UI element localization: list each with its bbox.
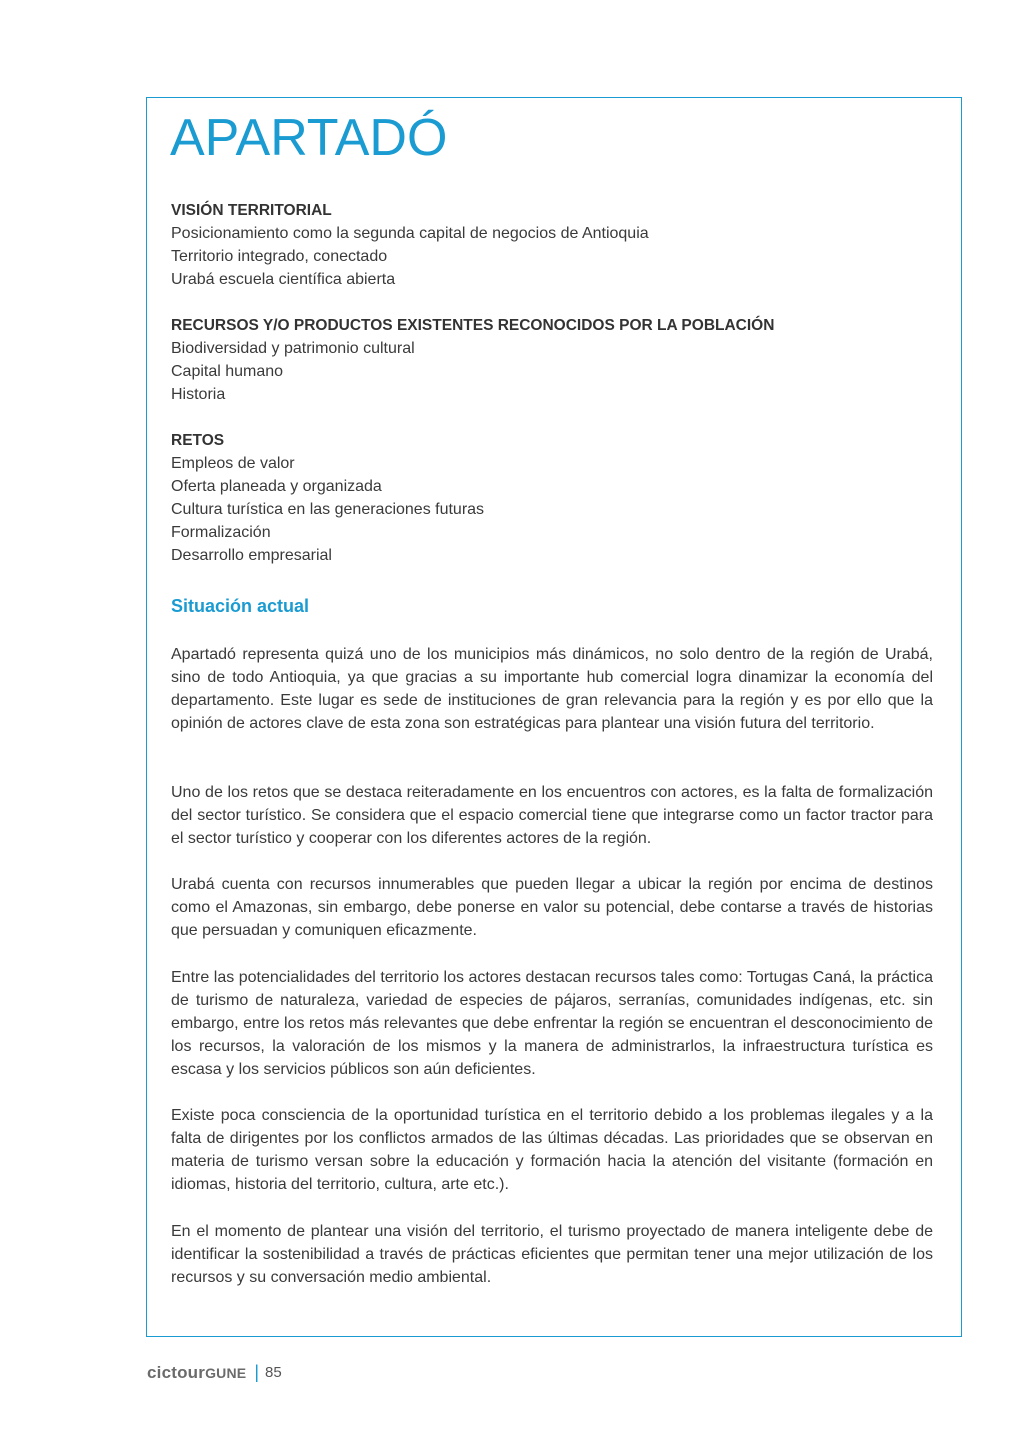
list-item: Historia bbox=[171, 386, 226, 403]
paragraph bbox=[171, 966, 933, 1081]
retos-section bbox=[171, 429, 933, 567]
list-item: Urabá escuela científica abierta bbox=[171, 271, 396, 288]
paragraph-text: Entre las potencialidades del territorio los actores destacan recursos tales como: Tortugas Caná, la práctica de turismo de naturaleza, variedad de especies de pájaros, serranías, comunidades indígenas, etc. sin embargo, entre los retos más relevantes que debe enfrentar la región se encuentran el desconocimiento de los recursos, la valoración de los mismos y la manera de administrarlos, la infraestructura turística es escasa y los servicios públicos son aún deficientes. bbox=[171, 969, 933, 1078]
situacion-heading: Situación actual bbox=[171, 596, 310, 616]
vision-section bbox=[171, 199, 933, 291]
retos-heading: RETOS bbox=[171, 432, 225, 449]
list-item: Posicionamiento como la segunda capital de negocios de Antioquia bbox=[171, 225, 649, 242]
page-footer bbox=[147, 1362, 282, 1383]
paragraph bbox=[171, 643, 933, 735]
vision-heading: VISIÓN TERRITORIAL bbox=[171, 202, 332, 219]
list-item: Desarrollo empresarial bbox=[171, 547, 332, 564]
paragraph-text: Apartadó representa quizá uno de los municipios más dinámicos, no solo dentro de la región de Urabá, sino de todo Antioquia, ya que gracias a su importante hub comercial logra dinamizar la economía del departamento. Este lugar es sede de instituciones de gran relevancia para la región y es por ello que la opinión de actores clave de esta zona son estratégicas para plantear una visión futura del territorio. bbox=[171, 646, 933, 732]
list-item: Formalización bbox=[171, 524, 271, 541]
list-item: Biodiversidad y patrimonio cultural bbox=[171, 340, 415, 357]
cictourgune-logo bbox=[147, 1363, 246, 1383]
paragraph-text: Urabá cuenta con recursos innumerables que pueden llegar a ubicar la región por encima de destinos como el Amazonas, sin embargo, debe ponerse en valor su potencial, debe contarse a través de historias que persuadan y comuniquen eficazmente. bbox=[171, 876, 933, 939]
recursos-section bbox=[171, 314, 933, 406]
paragraph bbox=[171, 1104, 933, 1196]
paragraph-text: En el momento de plantear una visión del territorio, el turismo proyectado de manera inteligente debe de identificar la sostenibilidad a través de prácticas eficientes que permitan tener una mejor utilización de los recursos y su conversación medio ambiental. bbox=[171, 1223, 933, 1286]
paragraph bbox=[171, 873, 933, 942]
list-item: Oferta planeada y organizada bbox=[171, 478, 382, 495]
paragraph-text: Uno de los retos que se destaca reiteradamente en los encuentros con actores, es la falta de formalización del sector turístico. Se considera que el espacio comercial tiene que integrarse como un factor tractor para el sector turístico y cooperar con los diferentes actores de la región. bbox=[171, 784, 933, 847]
footer-separator: | bbox=[254, 1362, 260, 1382]
page-number: 85 bbox=[265, 1364, 282, 1381]
recursos-heading: RECURSOS Y/O PRODUCTOS EXISTENTES RECONOCIDOS POR LA POBLACIÓN bbox=[171, 317, 775, 334]
logo-suffix-text: GUNE bbox=[205, 1364, 247, 1381]
list-item: Empleos de valor bbox=[171, 455, 295, 472]
list-item: Cultura turística en las generaciones futuras bbox=[171, 501, 485, 518]
logo-main-text: cictour bbox=[147, 1362, 206, 1382]
paragraph bbox=[171, 1220, 933, 1289]
paragraph bbox=[171, 781, 933, 850]
list-item: Territorio integrado, conectado bbox=[171, 248, 388, 265]
page-title: APARTADÓ bbox=[170, 109, 448, 167]
situacion-section bbox=[171, 594, 933, 618]
paragraph-text: Existe poca consciencia de la oportunidad turística en el territorio debido a los problemas ilegales y a la falta de dirigentes por los conflictos armados de las últimas décadas. Las prioridades que se observan en materia de turismo versan sobre la educación y formación hacia la atención del visitante (formación en idiomas, historia del territorio, cultura, arte etc.). bbox=[171, 1107, 933, 1193]
list-item: Capital humano bbox=[171, 363, 284, 380]
